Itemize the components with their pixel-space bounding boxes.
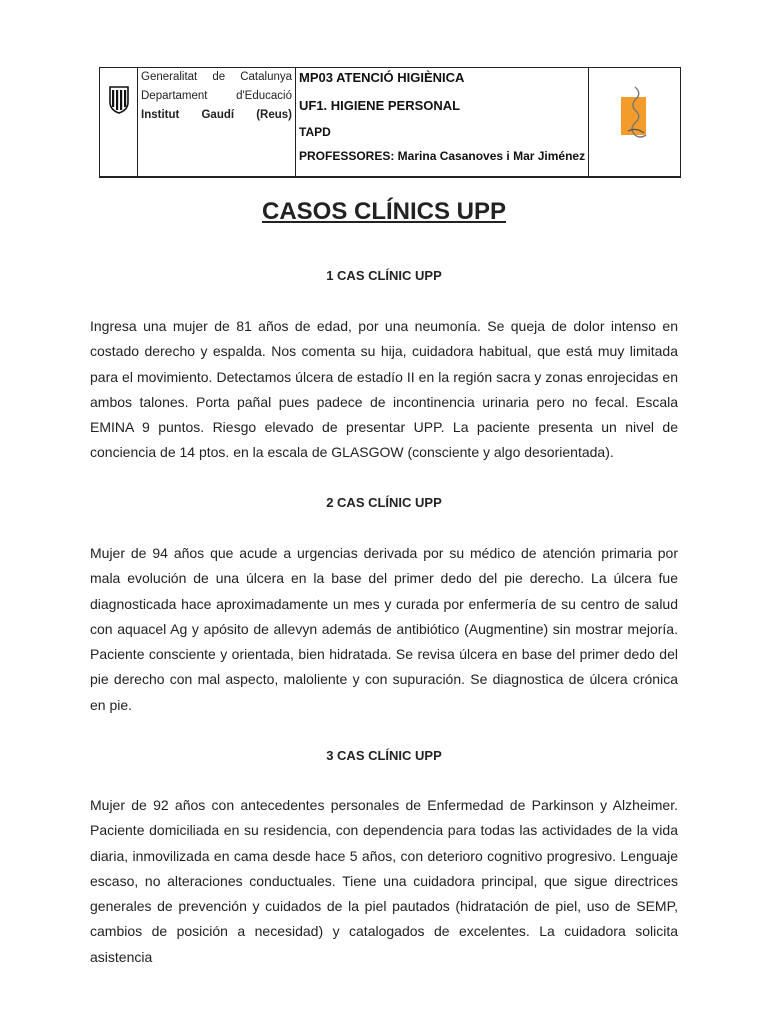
right-logo-cell <box>589 68 681 178</box>
left-logo-cell <box>100 68 138 178</box>
header-table <box>99 67 681 178</box>
case-3-heading: 3 CAS CLÍNIC UPP <box>326 748 442 763</box>
course-cell <box>296 68 589 178</box>
case-3-text: Mujer de 92 años con antecedentes personales de Enfermedad de Parkinson y Alzheimer. Paciente domiciliada en su residencia, con dependencia para todas las actividades de la vida diaria, inmovilizada en cama desde hace 5 años, con deterioro cognitivo progresivo. Lenguaje escaso, no alteraciones conductuales. Tiene una cuidadora principal, que sigue directrices generales de prevención y cuidados de la piel pautados (hidratación de piel, uso de SEMP, cambios de posición a necesidad) y catalogados de excelentes. La cuidadora solicita asistencia <box>90 797 678 965</box>
case-1-heading: 1 CAS CLÍNIC UPP <box>326 268 442 283</box>
generalitat-seal-icon <box>108 84 130 114</box>
page-title: CASOS CLÍNICS UPP <box>261 198 507 225</box>
case-2-heading: 2 CAS CLÍNIC UPP <box>326 495 442 510</box>
course-code: TAPD <box>299 125 331 139</box>
institution-cell <box>138 68 296 178</box>
teachers-line: PROFESSORES: Marina Casanoves i Mar Jiménez <box>299 149 586 163</box>
institution-school: Institut Gaudí (Reus) <box>141 109 292 121</box>
institution-text <box>138 68 295 125</box>
institut-gaudi-logo-icon <box>618 85 652 141</box>
case-2-text: Mujer de 94 años que acude a urgencias derivada por su médico de atención primaria por mala evolución de una úlcera en la base del primer dedo del pie derecho. La úlcera fue diagnosticada hace aproximadamente un mes y curada por enfermería de su centro de salud con aquacel Ag y apósito de allevyn además de antibiótico (Augmentine) sin mostrar mejoría. Paciente consciente y orientada, bien hidratada. Se revisa úlcera en base del primer dedo del pie derecho con mal aspecto, maloliente y con supuración. Se diagnostica de úlcera crónica en pie. <box>90 545 678 713</box>
institution-department: Generalitat de Catalunya Departament d'Educació <box>141 71 292 102</box>
unit-title: UF1. HIGIENE PERSONAL <box>299 98 461 113</box>
module-title: MP03 ATENCIÓ HIGIÈNICA <box>299 70 465 85</box>
case-1-text: Ingresa una mujer de 81 años de edad, por una neumonía. Se queja de dolor intenso en costado derecho y espalda. Nos comenta su hija, cuidadora habitual, que está muy limitada para el movimiento. Detectamos úlcera de estadío II en la región sacra y zonas enrojecidas en ambos talones. Porta pañal pues padece de incontinencia urinaria pero no fecal. Escala EMINA 9 puntos. Riesgo elevado de presentar UPP. La paciente presenta un nivel de conciencia de 14 ptos. en la escala de GLASGOW (consciente y algo desorientada). <box>90 318 678 461</box>
